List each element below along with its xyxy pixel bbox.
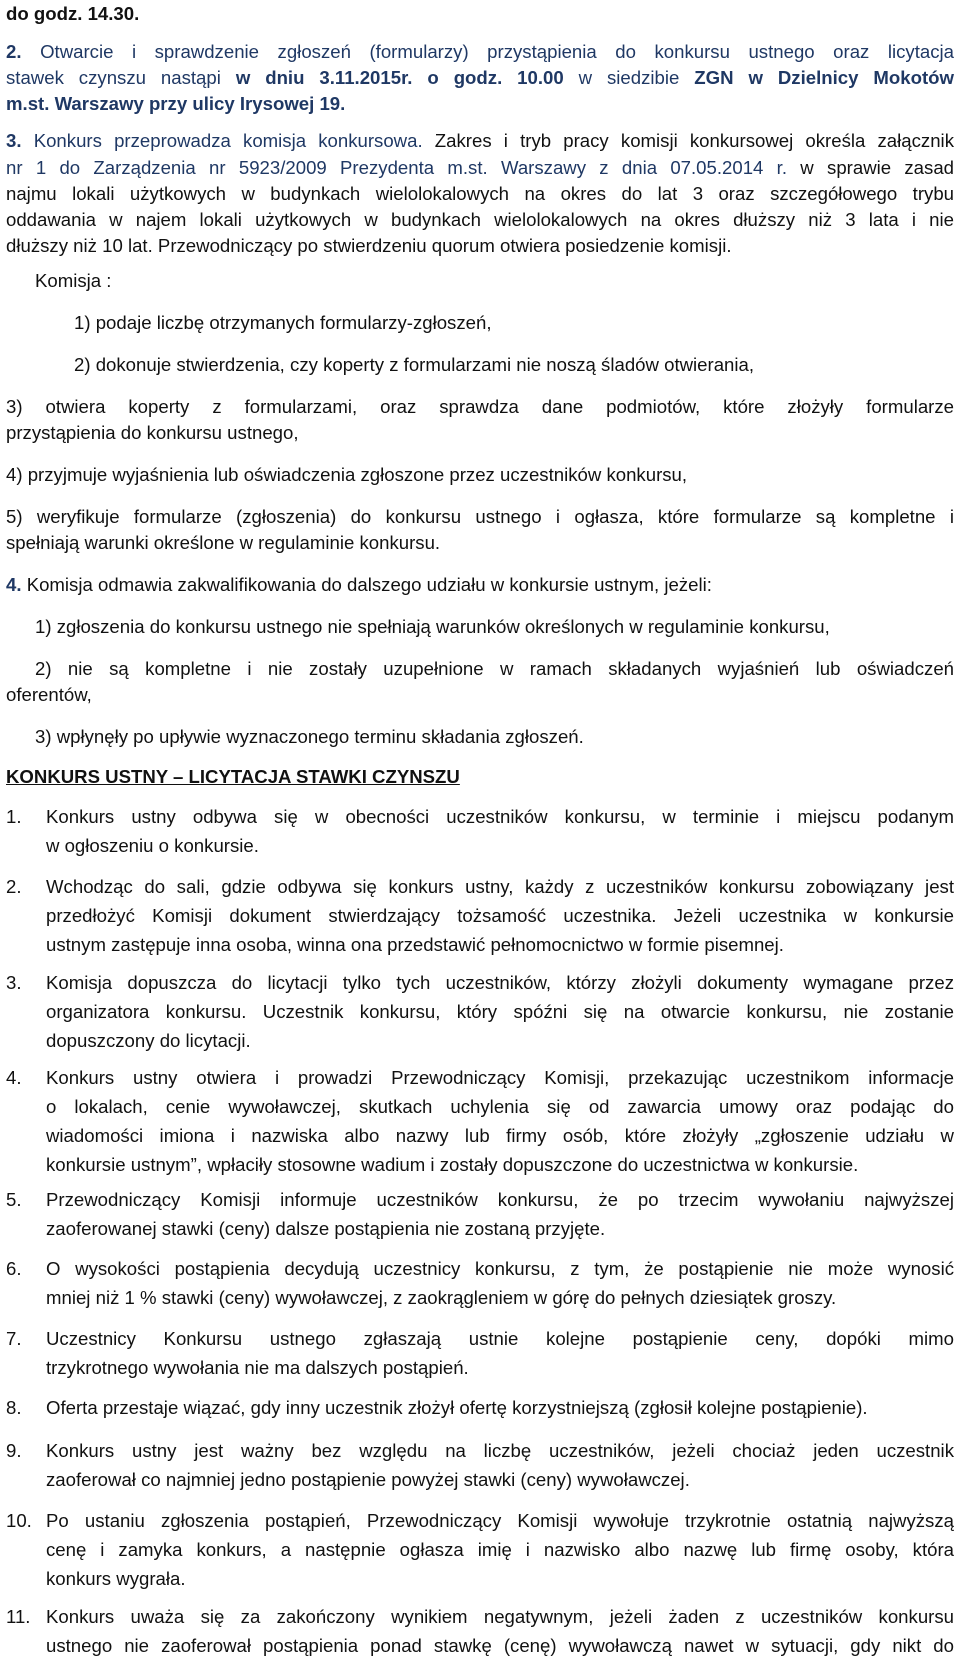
komisja-label (35, 270, 954, 292)
rule-line: Po ustaniu zgłoszenia postąpień, Przewodniczący Komisji wywołuje trzykrotnie ostatnią najwyższą (46, 1510, 954, 1531)
komisja-item-5-line-2 (6, 532, 954, 554)
rule-number: 3. (6, 972, 22, 993)
para-3-text-1b: Zakres i tryb pracy komisji konkursowej określa załącznik (422, 130, 954, 151)
intro-text: do godz. 14.30. (6, 3, 140, 24)
para-2-text-2a: stawek czynszu nastąpi (6, 67, 236, 88)
komisja-item-2 (74, 354, 954, 376)
para-4-item-2-line-2 (6, 684, 954, 706)
para-2-date: w dniu 3.11.2015r. o godz. 10.00 (235, 67, 564, 88)
rule-line: cenę i zamyka konkurs, a następnie ogłasza imię i nazwisko albo nazwę lub firmę osoby, która (46, 1539, 954, 1560)
para-3-line-3 (6, 183, 954, 205)
rule-line: ustnym zastępuje inna osoba, winna ona przedstawić pełnomocnictwo w formie pisemnej. (46, 934, 784, 955)
para-3-text-3: najmu lokali użytkowych w budynkach wielolokalowych na okres do lat 3 oraz szczegółowego trybu (6, 183, 954, 204)
section-heading-text: KONKURS USTNY – LICYTACJA STAWKI CZYNSZU (6, 766, 460, 787)
rule-line: trzykrotnego wywołania nie ma dalszych postąpień. (46, 1357, 469, 1378)
rule-line: w ogłoszeniu o konkursie. (46, 835, 259, 856)
rule-number: 2. (6, 876, 22, 897)
rule-line: Uczestnicy Konkursu ustnego zgłaszają ustnie kolejne postąpienie ceny, dopóki mimo (46, 1328, 954, 1349)
rule-line: Wchodząc do sali, gdzie odbywa się konkurs ustny, każdy z uczestników konkursu zobowiązany jest (46, 876, 954, 897)
rule-line: o lokalach, cenie wywoławczej, skutkach uchylenia się od zawarcia umowy oraz podając do (46, 1096, 954, 1117)
komisja-item-4-text: 4) przyjmuje wyjaśnienia lub oświadczenia zgłoszone przez uczestników konkursu, (6, 464, 688, 485)
rule-number: 5. (6, 1189, 22, 1210)
para-2-text-1: Otwarcie i sprawdzenie zgłoszeń (formularzy) przystąpienia do konkursu ustnego oraz licytacja (40, 41, 955, 62)
para-4-item-1-text: 1) zgłoszenia do konkursu ustnego nie spełniają warunków określonych w regulaminie konkursu, (35, 616, 830, 637)
para-2-line-3 (6, 93, 954, 115)
para-3-text-2b: w sprawie zasad (787, 157, 954, 178)
intro-continuation (6, 3, 954, 25)
para-4-item-2-text-b: oferentów, (6, 684, 92, 705)
rule-line: ustnego nie zaoferował postąpienia ponad stawkę (cenę) wywoławczą nawet w sytuacji, gdy nikt do (46, 1635, 954, 1656)
para-3-text-1a: Konkurs przeprowadza komisja konkursowa. (33, 130, 423, 151)
rule-line: Konkurs ustny jest ważny bez względu na liczbę uczestników, jeżeli chociaż jeden uczestnik (46, 1440, 954, 1461)
para-4-text: Komisja odmawia zakwalifikowania do dalszego udziału w konkursie ustnym, jeżeli: (26, 574, 712, 595)
para-4-item-2-line-1 (35, 658, 954, 680)
rule-line: Komisja dopuszcza do licytacji tylko tych uczestników, którzy złożyli dokumenty wymagane przez (46, 972, 954, 993)
komisja-item-3-text-a: 3) otwiera koperty z formularzami, oraz sprawdza dane podmiotów, które złożyły formularze (6, 396, 954, 417)
komisja-item-2-text: 2) dokonuje stwierdzenia, czy koperty z formularzami nie noszą śladów otwierania, (74, 354, 755, 375)
rule-line: zaoferował co najmniej jedno postąpienie powyżej stawki (ceny) wywoławczej. (46, 1469, 690, 1490)
para-4-item-3-text: 3) wpłynęły po upływie wyznaczonego terminu składania zgłoszeń. (35, 726, 584, 747)
komisja-item-3-text-b: przystąpienia do konkursu ustnego, (6, 422, 299, 443)
rule-line: Oferta przestaje wiązać, gdy inny uczestnik złożył ofertę korzystniejszą (zgłosił kolejne postąpienie). (46, 1397, 868, 1418)
rule-number: 9. (6, 1440, 22, 1461)
rule-line: mniej niż 1 % stawki (ceny) wywoławczej, z zaokrągleniem w górę do pełnych dziesiątek groszy. (46, 1287, 837, 1308)
para-3-text-4: oddawania w najem lokali użytkowych w budynkach wielolokalowych na okres dłuższy niż 3 lata i nie (6, 209, 954, 230)
komisja-item-5-line-1 (6, 506, 954, 528)
para-4-item-3 (35, 726, 954, 748)
rule-number: 1. (6, 806, 22, 827)
rule-number: 11. (6, 1606, 31, 1627)
komisja-item-1-text: 1) podaje liczbę otrzymanych formularzy-zgłoszeń, (74, 312, 492, 333)
para-3-line-2 (6, 157, 954, 179)
rule-line: organizatora konkursu. Uczestnik konkursu, który spóźni się na otwarcie konkursu, nie zostanie (46, 1001, 954, 1022)
komisja-item-3-line-2 (6, 422, 954, 444)
rule-number: 7. (6, 1328, 22, 1349)
rule-line: konkurs wygrała. (46, 1568, 186, 1589)
para-4-line-1 (6, 574, 954, 596)
para-4-item-1 (35, 616, 954, 638)
rule-number: 10. (6, 1510, 32, 1531)
section-heading (6, 766, 954, 788)
para-3-text-2: nr 1 do Zarządzenia nr 5923/2009 Prezydenta m.st. Warszawy z dnia 07.05.2014 r. (6, 157, 788, 178)
rule-number: 8. (6, 1397, 22, 1418)
para-3-line-5 (6, 235, 954, 257)
rule-line: dopuszczony do licytacji. (46, 1030, 251, 1051)
rule-line: wiadomości imiona i nazwiska albo nazwy lub firmy osób, które złożyły „zgłoszenie udziału w (46, 1125, 954, 1146)
rule-line: O wysokości postąpienia decydują uczestnicy konkursu, z tym, że postąpienie nie może wynosić (46, 1258, 954, 1279)
rule-line: Konkurs ustny otwiera i prowadzi Przewodniczący Komisji, przekazując uczestnikom informacje (46, 1067, 954, 1088)
komisja-item-4 (6, 464, 954, 486)
para-3-text-5: dłuższy niż 10 lat. Przewodniczący po stwierdzeniu quorum otwiera posiedzenie komisji. (6, 235, 732, 256)
rule-line: przedłożyć Komisji dokument stwierdzający tożsamość uczestnika. Jeżeli uczestnika w konkursie (46, 905, 954, 926)
para-2-text-2c: w siedzibie (563, 67, 695, 88)
para-3-number: 3. (6, 130, 22, 151)
para-4-number: 4. (6, 574, 22, 595)
rule-line: konkursie ustnym”, wpłaciły stosowne wadium i zostały dopuszczone do uczestnictwa w konkursie. (46, 1154, 859, 1175)
para-2-line-1 (6, 41, 954, 63)
para-2-line-2 (6, 67, 954, 89)
komisja-label-text: Komisja : (35, 270, 112, 291)
para-3-line-1 (6, 130, 954, 152)
rule-line: Konkurs ustny odbywa się w obecności uczestników konkursu, w terminie i miejscu podanym (46, 806, 954, 827)
para-2-address: m.st. Warszawy przy ulicy Irysowej 19. (6, 93, 346, 114)
rule-line: Konkurs uważa się za zakończony wynikiem negatywnym, jeżeli żaden z uczestników konkursu (46, 1606, 954, 1627)
komisja-item-3-line-1 (6, 396, 954, 418)
rule-number: 4. (6, 1067, 22, 1088)
komisja-item-5-text-b: spełniają warunki określone w regulaminie konkursu. (6, 532, 441, 553)
para-2-number: 2. (6, 41, 22, 62)
rule-line: zaoferowanej stawki (ceny) dalsze postąpienia nie zostaną przyjęte. (46, 1218, 606, 1239)
para-4-item-2-text-a: 2) nie są kompletne i nie zostały uzupełnione w ramach składanych wyjaśnień lub oświadczeń (35, 658, 954, 679)
para-2-place: ZGN w Dzielnicy Mokotów (694, 67, 954, 88)
para-3-line-4 (6, 209, 954, 231)
komisja-item-1 (74, 312, 954, 334)
rule-line: Przewodniczący Komisji informuje uczestników konkursu, że po trzecim wywołaniu najwyższej (46, 1189, 954, 1210)
komisja-item-5-text-a: 5) weryfikuje formularze (zgłoszenia) do konkursu ustnego i ogłasza, które formularze są kompletne i (6, 506, 954, 527)
rule-number: 6. (6, 1258, 22, 1279)
